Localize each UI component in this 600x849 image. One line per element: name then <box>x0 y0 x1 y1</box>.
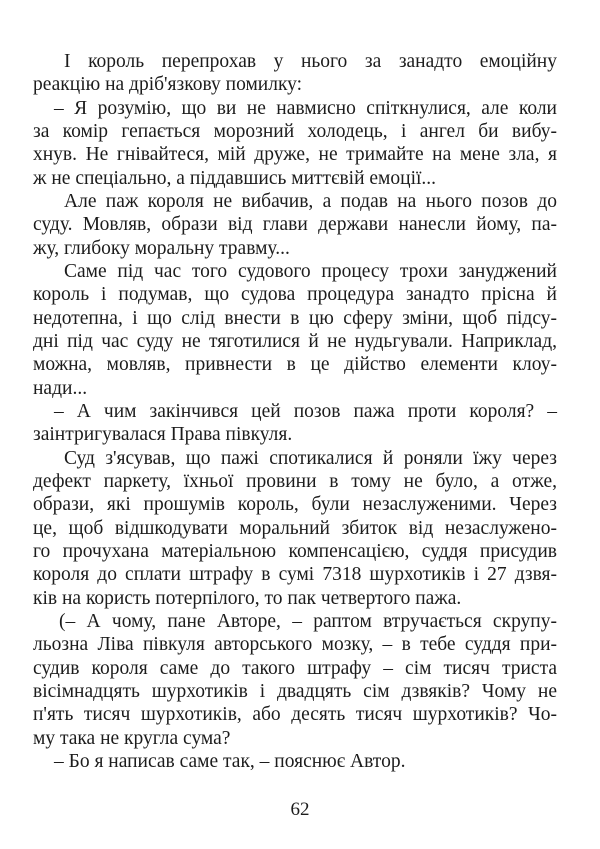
paragraph <box>33 447 557 610</box>
text-line: судив короля саме до такого штрафу – сім тисяч триста <box>33 657 557 679</box>
text-line: ків на користь потерпілого, то пак четвертого пажа. <box>33 587 462 609</box>
page-number: 62 <box>290 799 310 820</box>
paragraph <box>33 50 557 97</box>
text-line: (– А чому, пане Авторе, – раптом втручається скрупу- <box>59 610 557 632</box>
text-line: – А чим закінчився цей позов пажа проти короля? – <box>54 400 557 422</box>
text-line: Суд з'ясував, що пажі спотикалися й роняли їжу через <box>64 447 557 469</box>
text-line: п'ять тисяч шурхотиків, або десять тисяч шурхотиків? Чо- <box>33 704 557 726</box>
text-line: жу, глибоку моральну травму... <box>33 237 290 259</box>
text-line: можна, мовляв, привнести в це дійство елементи клоу- <box>33 354 557 376</box>
text-line: це, щоб відшкодувати моральний збиток від незаслужено- <box>33 517 557 539</box>
paragraph <box>33 190 557 260</box>
text-line: му така не кругла сума? <box>33 727 231 749</box>
paragraph <box>33 260 557 400</box>
text-line: – Я розумію, що ви не навмисно спіткнулися, але коли <box>54 97 557 119</box>
text-line: дні під час суду не тяготилися й не нудьгували. Наприклад, <box>33 330 557 352</box>
paragraph <box>33 610 557 750</box>
text-line: ж не спеціально, а піддавшись миттєвій емоції... <box>33 167 437 189</box>
text-line: недотепна, і що слід внести в цю сферу зміни, щоб підсу- <box>33 307 557 329</box>
paragraph <box>33 400 557 447</box>
text-line: – Бо я написав саме так, – пояснює Автор. <box>54 750 406 772</box>
text-line: льозна Ліва півкуля авторського мозку, – в тебе суддя при- <box>33 634 557 656</box>
text-line: король і подумав, що судова процедура занадто прісна й <box>33 284 557 306</box>
text-line: короля до сплати штрафу в сумі 7318 шурхотиків і 27 дзвя- <box>33 564 557 586</box>
text-line: дефект паркету, їхньої провини в тому не було, а отже, <box>33 470 557 492</box>
text-line: за комір гепається морозний холодець, і ангел би вибу- <box>33 120 557 142</box>
text-line: заінтригувалася Права півкуля. <box>33 424 293 446</box>
text-block <box>33 50 557 773</box>
text-line: Саме під час того судового процесу трохи зануджений <box>64 260 557 282</box>
text-line: вісімнадцять шурхотиків і двадцять сім дзвяків? Чому не <box>33 680 557 702</box>
paragraph <box>33 750 557 773</box>
paragraph <box>33 97 557 190</box>
text-line: образи, які прошумів король, були незаслуженими. Через <box>33 494 557 516</box>
text-line: го прочухана матеріальною компенсацією, суддя присудив <box>33 540 557 562</box>
text-line: суду. Мовляв, образи від глави держави нанесли йому, па- <box>33 214 557 236</box>
text-line: І король перепрохав у нього за занадто емоційну <box>64 51 557 72</box>
text-line: реакцію на дріб'язкову помилку: <box>33 74 303 96</box>
text-line: нади... <box>33 377 88 399</box>
text-line: Але паж короля не вибачив, а подав на нього позов до <box>64 190 557 212</box>
text-line: хнув. Не гнівайтеся, мій друже, не тримайте на мене зла, я <box>33 144 557 166</box>
